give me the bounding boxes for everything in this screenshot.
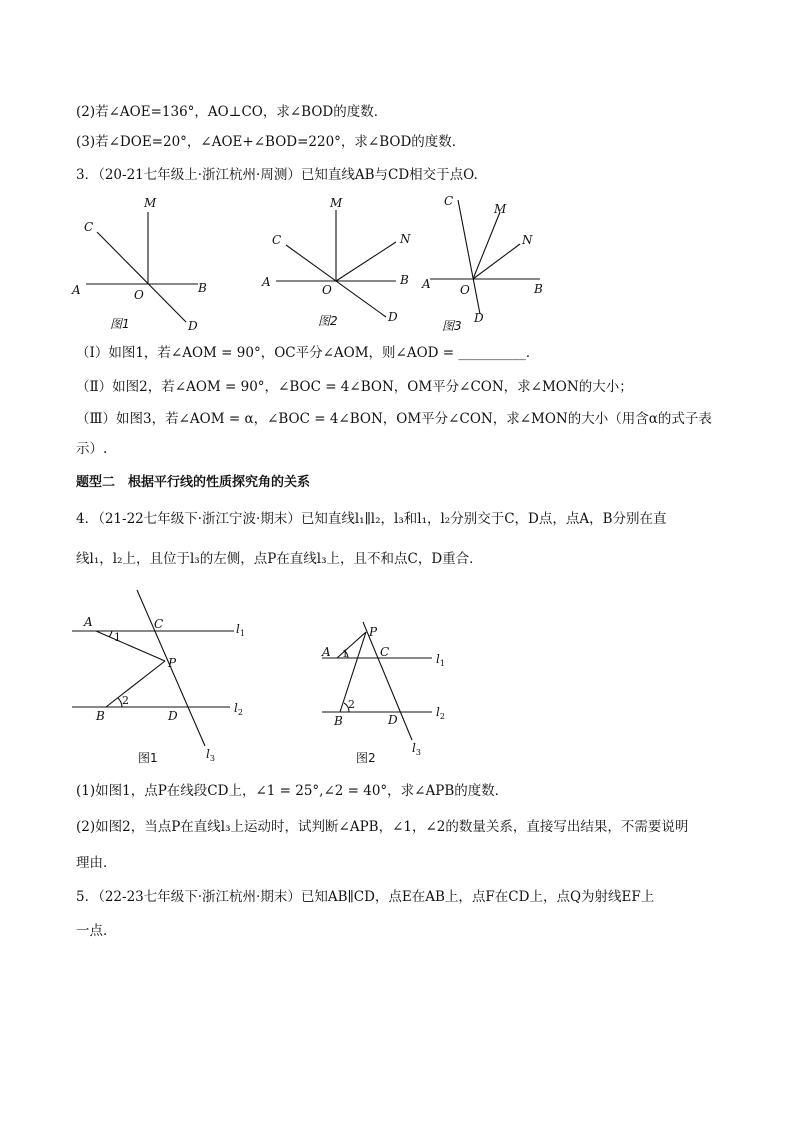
fig2-label-b: B (400, 273, 409, 287)
fig4-2-label-l1: $l_1$ (436, 652, 445, 668)
section-heading: 题型二 根据平行线的性质探究角的关系 (76, 475, 311, 490)
fig4-2-label-p: P (369, 625, 378, 639)
fig3-label-m: M (494, 202, 507, 216)
fig4-2-label-d: D (388, 713, 398, 727)
fig4-1-label-c: C (154, 617, 164, 631)
fig1-caption: 图1 (110, 317, 130, 331)
fig1-label-a: A (72, 283, 81, 297)
q3-figures (0, 190, 794, 333)
fig4-1-label-l2: $l_2$ (234, 701, 243, 717)
q3-part2: （Ⅱ）如图2，若∠AOM = 90°，∠BOC = 4∠BON，OM平分∠CON，求∠MON的大小； (76, 379, 633, 395)
q4-part2-line2: 理由． (76, 855, 117, 871)
fig2-caption: 图2 (318, 314, 338, 328)
fig2-label-m: M (330, 196, 343, 210)
fig4-1-label-b: B (96, 709, 105, 723)
fig3-label-b: B (534, 282, 543, 296)
fig2-label-o: O (322, 283, 332, 297)
fig4-1-label-l3: $l_3$ (206, 747, 215, 763)
q4-part1: (1)如图1，点P在线段CD上，∠1 = 25°,∠2 = 40°，求∠APB的度数． (76, 783, 509, 799)
q5-stem-line1: 5．（22-23七年级下·浙江杭州·期末）已知AB∥CD，点E在AB上，点F在CD上，点Q为射线EF上 (76, 889, 655, 905)
fig4-1-caption: 图1 (138, 751, 158, 765)
q4-stem-line1: 4．（21-22七年级下·浙江宁波·期末）已知直线l₁∥l₂，l₃和l₁，l₂分别交于C，D点，点A，B分别在直 (76, 511, 667, 527)
q2-part3: (3)若∠DOE=20°，∠AOE+∠BOD=220°，求∠BOD的度数． (76, 134, 466, 150)
fig2-ray-on (336, 242, 396, 281)
fig4-1-label-d: D (168, 709, 178, 723)
fig3-label-n: N (522, 233, 533, 247)
q3-part3-line2: 示）. (76, 441, 108, 457)
fig4-2-label-a: A (322, 645, 331, 659)
fig4-1-label-p: P (168, 656, 177, 670)
fig2-label-a: A (262, 275, 271, 289)
fig3-caption: 图3 (442, 319, 462, 333)
fig4-2-label-angle1: 1 (342, 649, 349, 660)
fig3-label-d: D (474, 311, 484, 325)
fig4-1-label-a: A (84, 615, 93, 629)
q4-part2-line1: (2)如图2，当点P在直线l₃上运动时，试判断∠APB，∠1，∠2的数量关系，直接写出结果，不需要说明 (76, 819, 689, 835)
fig4-2-label-l2: $l_2$ (436, 705, 445, 721)
q2-part2: (2)若∠AOE=136°，AO⊥CO，求∠BOD的度数． (76, 104, 388, 120)
fig2-label-n: N (400, 232, 411, 246)
fig1-label-c: C (84, 220, 94, 234)
fig1-line-cd (97, 232, 186, 322)
q5-stem-line2: 一点． (76, 923, 117, 939)
fig4-1-angle1-arc (109, 631, 112, 637)
fig4-2-label-l3: $l_3$ (412, 741, 421, 757)
fig4-2-caption: 图2 (356, 751, 376, 765)
fig4-1-label-angle2: 2 (122, 694, 129, 707)
q4-figures (0, 585, 794, 765)
fig3-label-c: C (444, 194, 454, 208)
fig4-1-seg-bp (106, 661, 165, 707)
fig3-label-o: O (460, 283, 470, 297)
fig1-label-b: B (198, 281, 207, 295)
fig4-2-label-angle2: 2 (348, 698, 355, 711)
fig4-2-label-c: C (380, 645, 390, 659)
fig4-1-label-angle1: 1 (114, 631, 121, 644)
fig4-1-label-l1: $l_1$ (236, 622, 245, 638)
fig2-label-c: C (272, 233, 282, 247)
q3-stem: 3．（20-21七年级上·浙江杭州·周测）已知直线AB与CD相交于点O. (76, 167, 478, 183)
fig4-1-seg-ap (96, 631, 165, 661)
fig2-label-d: D (388, 310, 398, 324)
fig4-2-label-b: B (334, 714, 343, 728)
q3-part1: （Ⅰ）如图1，若∠AOM = 90°，OC平分∠AOM，则∠AOD = __________． (76, 345, 540, 361)
fig3-label-a: A (422, 277, 431, 291)
q3-part3-line1: （Ⅲ）如图3，若∠AOM = α，∠BOC = 4∠BON，OM平分∠CON，求∠MON的大小（用含α的式子表 (76, 411, 712, 427)
fig1-label-d: D (188, 319, 198, 333)
q4-stem-line2: 线l₁，l₂上，且位于l₃的左侧，点P在直线l₃上，且不和点C，D重合． (76, 551, 483, 567)
fig1-label-o: O (134, 288, 144, 302)
fig1-label-m: M (144, 196, 157, 210)
